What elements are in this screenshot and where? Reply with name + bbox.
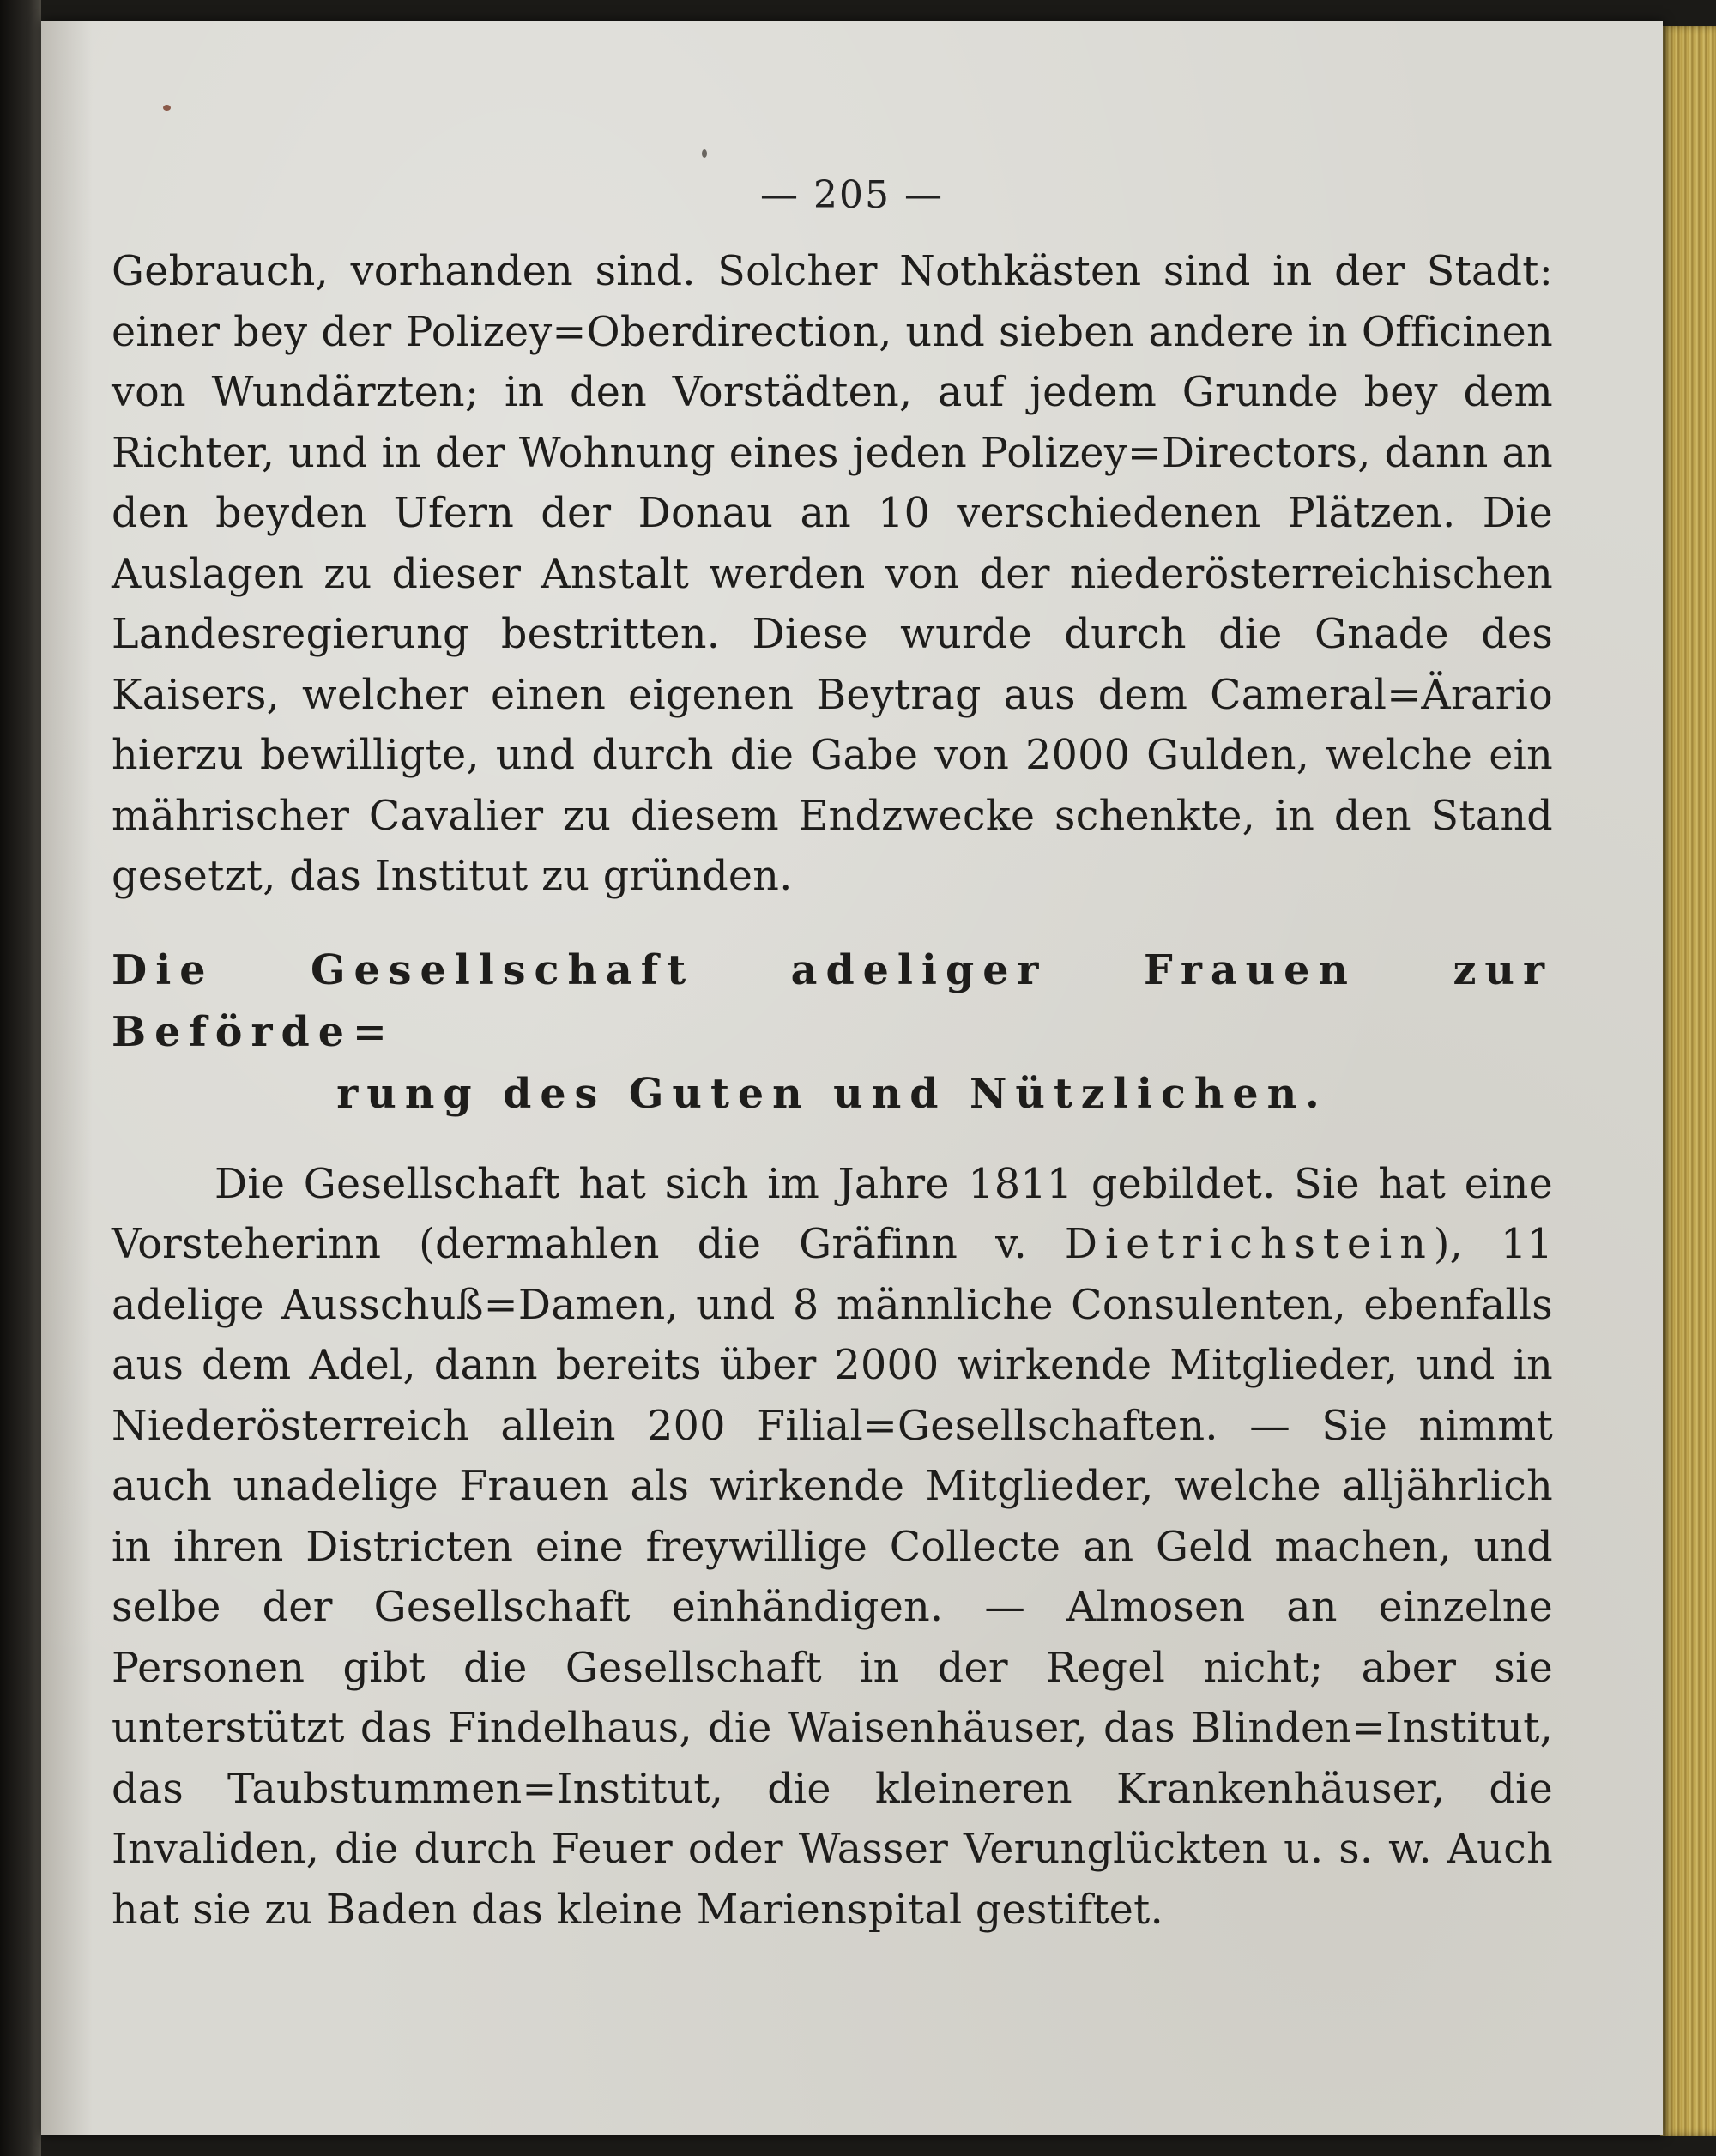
paragraph-society-start: Die Gesellschaft hat sich im Jahre 1811 gebildet. Sie hat eine Vorsteherinn (dermahlen die Gräfinn v. (112, 1160, 1553, 1268)
page-stain (163, 105, 171, 111)
paragraph-society (112, 1155, 1553, 1942)
person-name: Dietrichstein (1064, 1221, 1434, 1268)
section-heading-line-2: rung des Guten und Nützlichen. (336, 1069, 1328, 1118)
page-stain (702, 149, 707, 158)
page-body (112, 242, 1553, 1941)
page-number: — 205 — (760, 173, 944, 217)
book-page (41, 21, 1663, 2135)
book-binding (0, 0, 41, 2156)
paragraph-society-rest: ), 11 adelige Ausschuß=Damen, und 8 männliche Consulenten, ebenfalls aus dem Adel, dann bereits über 2000 wirkende Mitglieder, und in Niederösterreich allein 200 Filial=Gesellschaften. — Sie nimmt auch unadelige Frauen als wirkende Mitglieder, welche alljährlich in ihren Districten eine freywillige Collecte an Geld machen, und selbe der Gesellschaft einhändigen. — Almosen an einzelne Personen gibt die Gesellschaft in der Regel nicht; aber sie unterstützt das Findelhaus, die Waisenhäuser, das Blinden=Institut, das Taubstummen=Institut, die kleineren Krankenhäuser, die Invaliden, die durch Feuer oder Wasser Verunglückten u. s. w. Auch hat sie zu Baden das kleine Marienspital gestiftet. (112, 1221, 1553, 1934)
page-fore-edge (1660, 26, 1716, 2136)
paragraph-rescue-boxes: Gebrauch, vorhanden sind. Solcher Nothkästen sind in der Stadt: einer bey der Polizey=Oberdirection, und sieben andere in Officinen von Wundärzten; in den Vorstädten, auf jedem Grunde bey dem Richter, und in der Wohnung eines jeden Polizey=Directors, dann an den beyden Ufern der Donau an 10 verschiedenen Plätzen. Die Auslagen zu dieser Anstalt werden von der niederösterreichischen Landesregierung bestritten. Diese wurde durch die Gnade des Kaisers, welcher einen eigenen Beytrag aus dem Cameral=Ärario hierzu bewilligte, und durch die Gabe von 2000 Gulden, welche ein mährischer Cavalier zu diesem Endzwecke schenkte, in den Stand gesetzt, das Institut zu gründen. (112, 248, 1553, 900)
section-heading (112, 939, 1553, 1125)
section-heading-line-1: Die Gesellschaft adeliger Frauen zur Beförde= (112, 945, 1553, 1056)
